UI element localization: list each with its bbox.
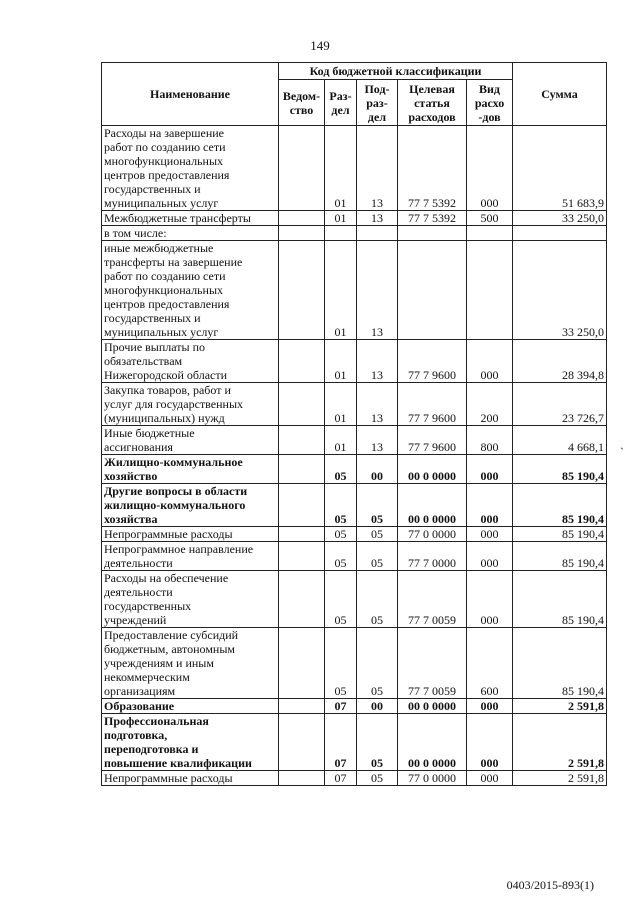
- table-row: [102, 484, 607, 527]
- table-row: [102, 383, 607, 426]
- header-sum: Сумма: [513, 63, 607, 126]
- cell-ved: [279, 628, 325, 699]
- cell-celevaya: 77 0 0000: [398, 771, 467, 786]
- cell-razdel: 07: [325, 699, 357, 714]
- cell-ved: [279, 699, 325, 714]
- cell-name: в том числе:: [102, 226, 279, 241]
- table-row: [102, 226, 607, 241]
- cell-podrazdel: [357, 226, 398, 241]
- cell-razdel: 01: [325, 340, 357, 383]
- cell-podrazdel: 05: [357, 527, 398, 542]
- cell-celevaya: 77 0 0000: [398, 527, 467, 542]
- cell-name: Непрограммное направление деятельности: [102, 542, 279, 571]
- cell-ved: [279, 714, 325, 771]
- header-vid: Вид расхо -дов: [467, 80, 513, 126]
- cell-name: Непрограммные расходы: [102, 771, 279, 786]
- cell-celevaya: 77 7 0059: [398, 628, 467, 699]
- table-body: [102, 126, 607, 786]
- table-row: [102, 455, 607, 484]
- cell-ved: [279, 542, 325, 571]
- cell-vid: 000: [467, 714, 513, 771]
- cell-vid: 000: [467, 771, 513, 786]
- cell-summa: 51 683,9: [513, 126, 607, 211]
- cell-razdel: 05: [325, 571, 357, 628]
- cell-ved: [279, 226, 325, 241]
- cell-razdel: [325, 226, 357, 241]
- cell-vid: [467, 241, 513, 340]
- cell-razdel: 05: [325, 628, 357, 699]
- cell-summa: 85 190,4: [513, 484, 607, 527]
- cell-razdel: 01: [325, 383, 357, 426]
- cell-ved: [279, 211, 325, 226]
- cell-celevaya: 77 7 5392: [398, 211, 467, 226]
- cell-vid: 000: [467, 527, 513, 542]
- header-podrazdel: Под- раз- дел: [357, 80, 398, 126]
- cell-podrazdel: 00: [357, 699, 398, 714]
- cell-razdel: 07: [325, 714, 357, 771]
- header-celevaya: Целевая статья расходов: [398, 80, 467, 126]
- cell-ved: [279, 455, 325, 484]
- cell-ved: [279, 571, 325, 628]
- cell-celevaya: 00 0 0000: [398, 714, 467, 771]
- cell-podrazdel: 13: [357, 340, 398, 383]
- cell-summa: 23 726,7: [513, 383, 607, 426]
- cell-summa: 4 668,1: [513, 426, 607, 455]
- cell-celevaya: [398, 226, 467, 241]
- cell-vid: 000: [467, 542, 513, 571]
- cell-name: Образование: [102, 699, 279, 714]
- cell-celevaya: 77 7 9600: [398, 426, 467, 455]
- cell-celevaya: 77 7 0059: [398, 571, 467, 628]
- cell-celevaya: 00 0 0000: [398, 455, 467, 484]
- cell-vid: 800: [467, 426, 513, 455]
- cell-vid: 000: [467, 126, 513, 211]
- cell-summa: 33 250,0: [513, 211, 607, 226]
- cell-podrazdel: 13: [357, 383, 398, 426]
- cell-summa: 2 591,8: [513, 699, 607, 714]
- cell-vid: 000: [467, 484, 513, 527]
- cell-ved: [279, 383, 325, 426]
- cell-name: Иные бюджетные ассигнования: [102, 426, 279, 455]
- cell-summa: 85 190,4: [513, 542, 607, 571]
- cell-summa: 85 190,4: [513, 455, 607, 484]
- stray-mark: `: [620, 445, 624, 459]
- cell-ved: [279, 241, 325, 340]
- cell-razdel: 05: [325, 542, 357, 571]
- table-row: [102, 628, 607, 699]
- cell-celevaya: 77 7 0000: [398, 542, 467, 571]
- cell-summa: 2 591,8: [513, 714, 607, 771]
- cell-razdel: 01: [325, 126, 357, 211]
- cell-razdel: 01: [325, 241, 357, 340]
- cell-podrazdel: 05: [357, 714, 398, 771]
- cell-celevaya: [398, 241, 467, 340]
- budget-table: [101, 62, 607, 786]
- table-row: [102, 241, 607, 340]
- cell-name: Предоставление субсидий бюджетным, автономным учреждениям и иным некоммерческим организациям: [102, 628, 279, 699]
- cell-name: Жилищно-коммунальное хозяйство: [102, 455, 279, 484]
- table-row: [102, 714, 607, 771]
- cell-vid: 200: [467, 383, 513, 426]
- table-row: [102, 527, 607, 542]
- cell-summa: 85 190,4: [513, 571, 607, 628]
- cell-podrazdel: 05: [357, 628, 398, 699]
- cell-razdel: 05: [325, 527, 357, 542]
- cell-razdel: 01: [325, 426, 357, 455]
- cell-ved: [279, 484, 325, 527]
- cell-celevaya: 77 7 9600: [398, 383, 467, 426]
- cell-name: Непрограммные расходы: [102, 527, 279, 542]
- cell-podrazdel: 05: [357, 771, 398, 786]
- cell-razdel: 07: [325, 771, 357, 786]
- cell-celevaya: 77 7 9600: [398, 340, 467, 383]
- header-name: Наименование: [102, 63, 279, 126]
- cell-name: Расходы на завершение работ по созданию сети многофункциональных центров предоставления государственных и муниципальных услуг: [102, 126, 279, 211]
- cell-vid: [467, 226, 513, 241]
- table-row: [102, 771, 607, 786]
- cell-name: Другие вопросы в области жилищно-коммунального хозяйства: [102, 484, 279, 527]
- cell-summa: [513, 226, 607, 241]
- cell-vid: 600: [467, 628, 513, 699]
- table-row: [102, 571, 607, 628]
- cell-summa: 33 250,0: [513, 241, 607, 340]
- document-code: 0403/2015-893(1): [506, 878, 594, 892]
- cell-razdel: 05: [325, 455, 357, 484]
- cell-podrazdel: 13: [357, 426, 398, 455]
- cell-podrazdel: 13: [357, 241, 398, 340]
- header-razdel: Раз- дел: [325, 80, 357, 126]
- cell-name: Расходы на обеспечение деятельности государственных учреждений: [102, 571, 279, 628]
- cell-name: Прочие выплаты по обязательствам Нижегородской области: [102, 340, 279, 383]
- cell-vid: 000: [467, 340, 513, 383]
- cell-celevaya: 00 0 0000: [398, 484, 467, 527]
- cell-vid: 000: [467, 699, 513, 714]
- cell-celevaya: 00 0 0000: [398, 699, 467, 714]
- page-number: 149: [310, 38, 330, 53]
- cell-podrazdel: 13: [357, 126, 398, 211]
- cell-razdel: 05: [325, 484, 357, 527]
- cell-summa: 2 591,8: [513, 771, 607, 786]
- cell-summa: 85 190,4: [513, 628, 607, 699]
- table-row: [102, 126, 607, 211]
- cell-summa: 85 190,4: [513, 527, 607, 542]
- table-row: [102, 699, 607, 714]
- cell-ved: [279, 426, 325, 455]
- cell-name: Межбюджетные трансферты: [102, 211, 279, 226]
- cell-name: Профессиональная подготовка, переподготовка и повышение квалификации: [102, 714, 279, 771]
- table-row: [102, 211, 607, 226]
- cell-vid: 000: [467, 455, 513, 484]
- cell-ved: [279, 340, 325, 383]
- table-row: [102, 426, 607, 455]
- cell-razdel: 01: [325, 211, 357, 226]
- cell-podrazdel: 05: [357, 571, 398, 628]
- header-code-group: Код бюджетной классификации: [279, 63, 513, 80]
- cell-ved: [279, 771, 325, 786]
- cell-summa: 28 394,8: [513, 340, 607, 383]
- cell-podrazdel: 00: [357, 455, 398, 484]
- cell-vid: 500: [467, 211, 513, 226]
- cell-vid: 000: [467, 571, 513, 628]
- cell-podrazdel: 13: [357, 211, 398, 226]
- cell-ved: [279, 126, 325, 211]
- header-vedomstvo: Ведом- ство: [279, 80, 325, 126]
- cell-podrazdel: 05: [357, 484, 398, 527]
- cell-celevaya: 77 7 5392: [398, 126, 467, 211]
- table-row: [102, 542, 607, 571]
- cell-name: Закупка товаров, работ и услуг для государственных (муниципальных) нужд: [102, 383, 279, 426]
- cell-name: иные межбюджетные трансферты на завершение работ по созданию сети многофункциональных центров предоставления государственных и муниципальных услуг: [102, 241, 279, 340]
- table-row: [102, 340, 607, 383]
- cell-ved: [279, 527, 325, 542]
- cell-podrazdel: 05: [357, 542, 398, 571]
